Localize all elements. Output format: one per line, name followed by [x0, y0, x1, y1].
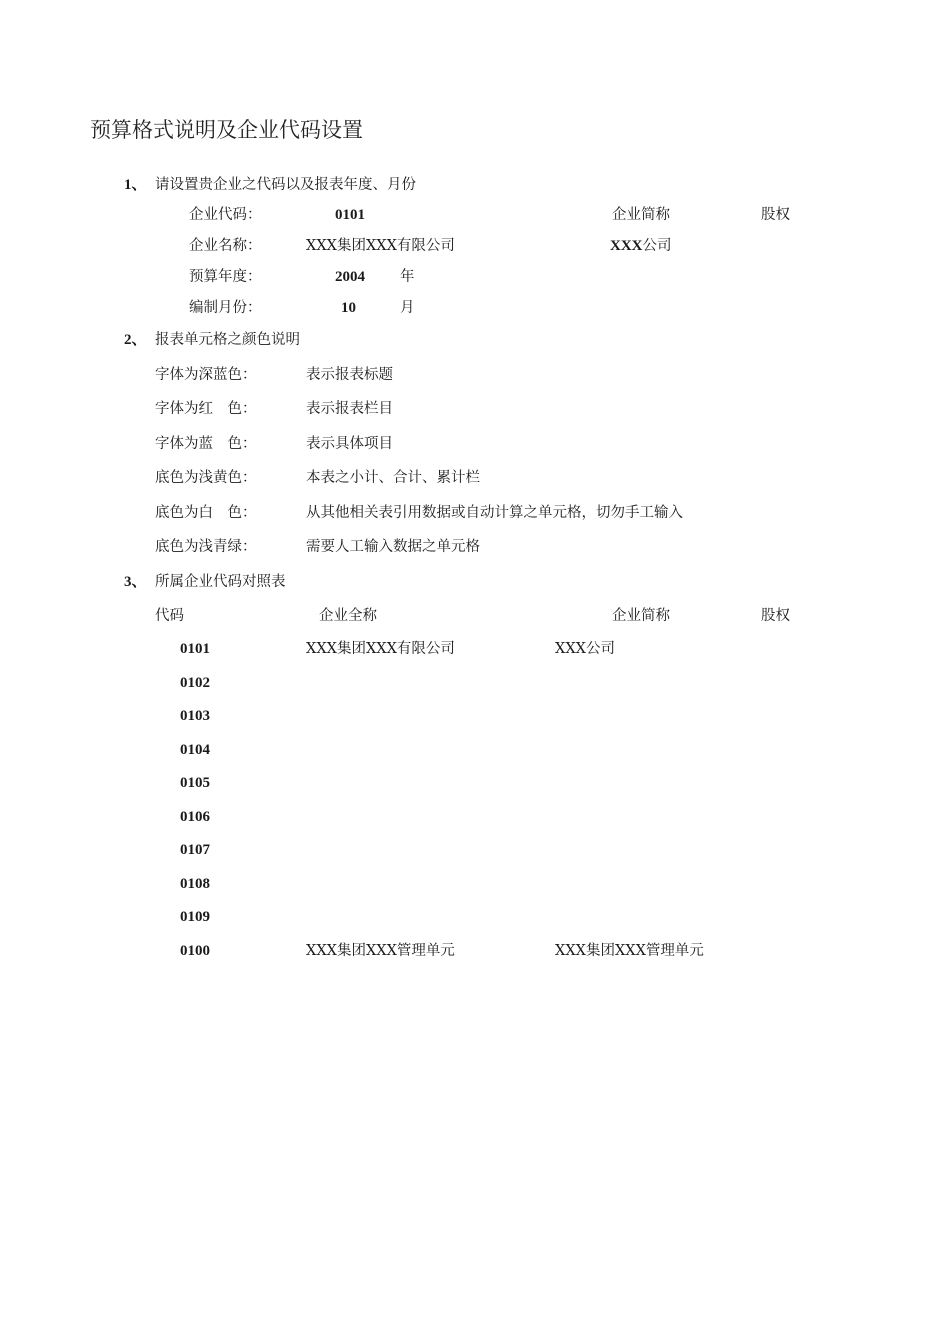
short-name-value[interactable]: XXX公司: [610, 238, 672, 254]
company-name-label: 企业名称：: [189, 238, 262, 254]
year-unit: 年: [400, 269, 415, 285]
table-row-short-name[interactable]: XXX集团XXX管理单元: [555, 943, 704, 959]
table-row-code[interactable]: 0106: [180, 809, 210, 825]
color-rule-label: 字体为红 色：: [155, 401, 257, 417]
color-rule-desc: 本表之小计、合计、累计栏: [306, 470, 480, 486]
table-row-code[interactable]: 0104: [180, 742, 210, 758]
section2-number: 2、: [124, 332, 147, 348]
table-row-code[interactable]: 0102: [180, 675, 210, 691]
table-row-full-name[interactable]: XXX集团XXX管理单元: [306, 943, 455, 959]
color-rule-desc: 表示报表栏目: [306, 401, 393, 417]
table-row-full-name[interactable]: XXX集团XXX有限公司: [306, 641, 455, 657]
column-header-code: 代码: [155, 608, 184, 624]
page-title: 预算格式说明及企业代码设置: [90, 118, 363, 142]
month-value[interactable]: 10: [341, 300, 356, 316]
month-label: 编制月份：: [189, 300, 262, 316]
color-rule-label: 字体为深蓝色：: [155, 367, 257, 383]
section3-heading: 所属企业代码对照表: [155, 574, 286, 590]
table-row-code[interactable]: 0109: [180, 909, 210, 925]
color-rule-label: 字体为蓝 色：: [155, 436, 257, 452]
column-header-short-name: 企业简称: [612, 608, 670, 624]
table-row-code[interactable]: 0100: [180, 943, 210, 959]
table-row-short-name[interactable]: XXX公司: [555, 641, 615, 657]
color-rule-desc: 表示具体项目: [306, 436, 393, 452]
table-row-code[interactable]: 0107: [180, 842, 210, 858]
equity-label: 股权: [761, 207, 790, 223]
budget-year-value[interactable]: 2004: [335, 269, 365, 285]
budget-year-label: 预算年度：: [189, 269, 262, 285]
company-name-value[interactable]: XXX集团XXX有限公司: [306, 238, 455, 254]
company-code-label: 企业代码：: [189, 207, 262, 223]
section1-number: 1、: [124, 177, 147, 193]
short-name-label: 企业简称: [612, 207, 670, 223]
month-unit: 月: [400, 300, 415, 316]
section3-number: 3、: [124, 574, 147, 590]
column-header-full-name: 企业全称: [319, 608, 377, 624]
color-rule-label: 底色为浅黄色：: [155, 470, 257, 486]
color-rule-label: 底色为浅青绿：: [155, 539, 257, 555]
table-row-code[interactable]: 0103: [180, 708, 210, 724]
table-row-code[interactable]: 0101: [180, 641, 210, 657]
color-rule-desc: 表示报表标题: [306, 367, 393, 383]
table-row-code[interactable]: 0105: [180, 775, 210, 791]
table-row-code[interactable]: 0108: [180, 876, 210, 892]
section2-heading: 报表单元格之颜色说明: [155, 332, 300, 348]
company-code-value[interactable]: 0101: [335, 207, 365, 223]
color-rule-desc: 需要人工输入数据之单元格: [306, 539, 480, 555]
color-rule-desc: 从其他相关表引用数据或自动计算之单元格，切勿手工输入: [306, 505, 683, 521]
color-rule-label: 底色为白 色：: [155, 505, 257, 521]
section1-heading: 请设置贵企业之代码以及报表年度、月份: [155, 177, 416, 193]
column-header-equity: 股权: [761, 608, 790, 624]
